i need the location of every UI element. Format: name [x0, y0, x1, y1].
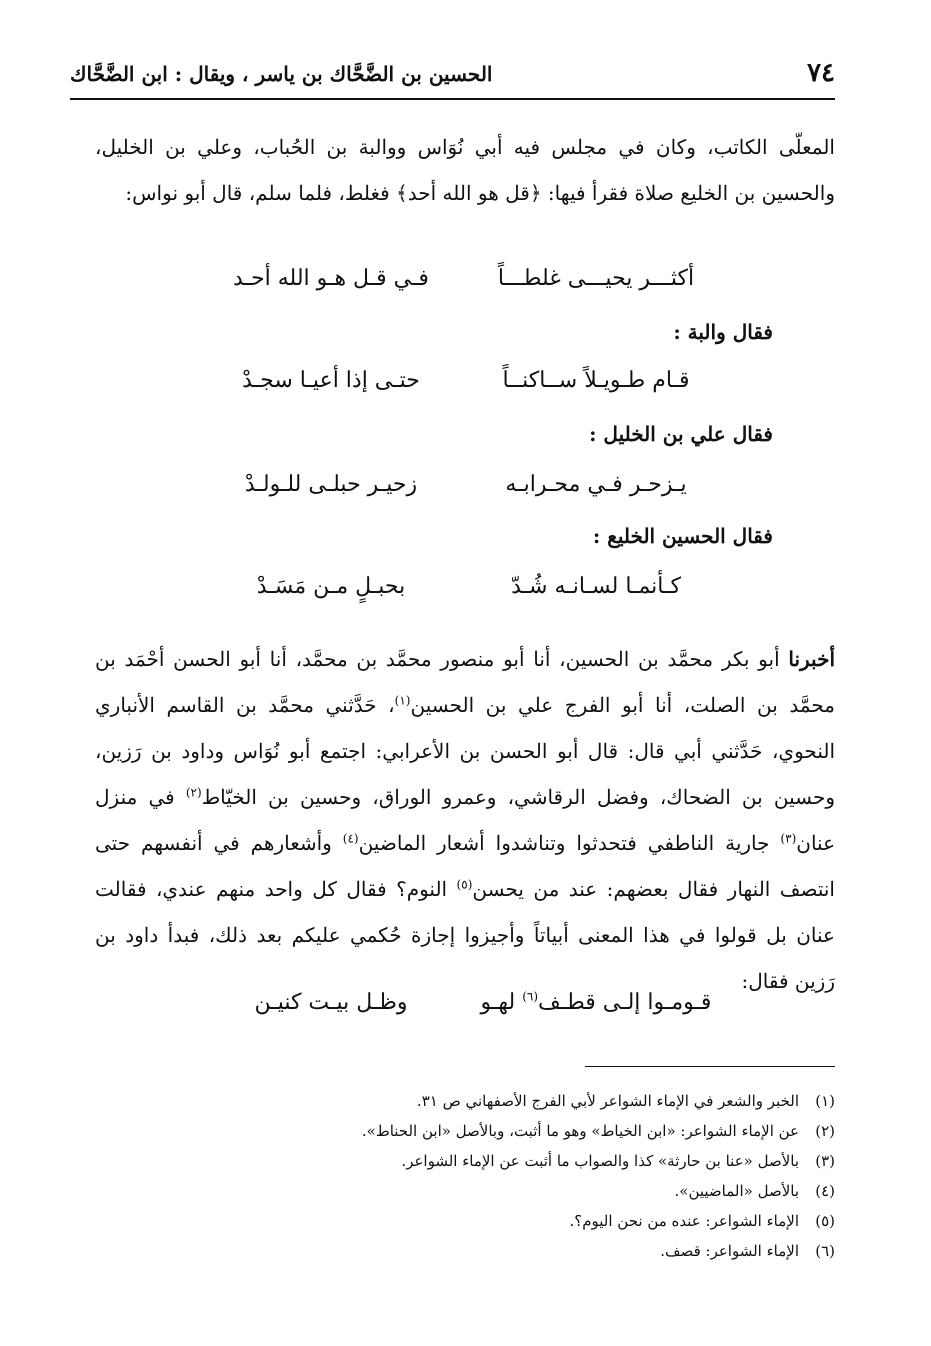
verse-second-hemistich: وظـل بيـت كنيـن: [254, 990, 408, 1015]
narration-lead: أخبرنا: [788, 647, 835, 671]
footnote-number: (٥): [815, 1212, 835, 1230]
footnote-number: (١): [815, 1092, 835, 1110]
narration-text: وأشعارهم في أنفسهم حتى انتصف النهار فقال بعضهم: عند من يحسن: [95, 831, 835, 901]
verse-first-hemistich: [471, 990, 721, 1015]
speaker-label: فقال والبة :: [673, 320, 773, 344]
verse-first-hemistich: كـأنمـا لسـانـه شُـدّ: [511, 574, 681, 599]
footnote-number: (٣): [815, 1152, 835, 1170]
footnote-text: الخبر والشعر في الإماء الشواعر لأبي الفرج الأصفهاني ص ٣١.: [416, 1092, 799, 1110]
verse-line: [101, 266, 721, 310]
verse-first-hemistich: يـزحـر فـي محـرابـه: [505, 472, 687, 497]
verse-second-hemistich: فـي قـل هـو الله أحـد: [233, 266, 429, 291]
speaker-label: فقال الحسين الخليع :: [592, 524, 773, 548]
page-number: ٧٤: [807, 58, 835, 88]
speaker-label: فقال علي بن الخليل :: [589, 422, 773, 446]
footnote-item: [95, 1086, 835, 1116]
footnote-item: [95, 1206, 835, 1236]
footnote-item: [95, 1116, 835, 1146]
footnote-number: (٦): [815, 1242, 835, 1260]
footnote-text: الإماء الشواعر: قصف.: [660, 1242, 799, 1260]
footnote-text: الإماء الشواعر: عنده من نحن اليوم؟.: [569, 1212, 799, 1230]
footnote-ref[interactable]: (٥): [456, 877, 473, 892]
verse-first-hemistich: قـام طـويـلاً ســاكنــاً: [502, 368, 690, 393]
verse-text: قـومـوا إلـى قطـف: [538, 990, 712, 1015]
footnote-ref[interactable]: (٤): [342, 831, 359, 846]
footnote-text: بالأصل «عنا بن حارثة» كذا والصواب ما أثبت عن الإماء الشواعر.: [401, 1152, 799, 1170]
narration-text: أبو بكر محمَّد بن الحسين، أنا أبو منصور محمَّد بن محمَّد، أنا أبو الحسن أحْمَد بن محمَّد بن الصلت، أنا أبو الفرج علي بن الحسين: [95, 647, 835, 717]
footnote-separator: [585, 1066, 835, 1067]
narration-text: النوم؟ فقال كل واحد منهم عندي، فقالت عنان بل قولوا في هذا المعنى أبياتاً وأجيزوا إجازة حُكمي عليكم بعد ذلك، فبدأ داود بن رَزين فقال:: [95, 877, 835, 993]
verse-line: [101, 990, 721, 1034]
verse-text: لهـو: [480, 990, 523, 1015]
footnote-ref[interactable]: (٢): [185, 785, 202, 800]
running-title: الحسين بن الضَّحَّاك بن ياسر ، ويقال : ابن الضَّحَّاك: [70, 62, 493, 86]
footnote-number: (٢): [815, 1122, 835, 1140]
paragraph-opening: المعلّى الكاتب، وكان في مجلس فيه أبي نُوَاس ووالبة بن الحُباب، وعلي بن الخليل، والحسين بن الخليع صلاة فقرأ فيها: ﴿قل هو الله أحد﴾ فغلط، فلما سلم، قال أبو نواس:: [95, 135, 835, 205]
footnote-item: [95, 1236, 835, 1266]
verse-second-hemistich: حتـى إذا أعيـا سجـدْ: [242, 368, 420, 393]
footnote-ref[interactable]: (١): [394, 693, 411, 708]
footnote-ref[interactable]: (٣): [780, 831, 797, 846]
footnote-ref[interactable]: (٦): [522, 989, 539, 1004]
footnote-text: عن الإماء الشواعر: «ابن الخياط» وهو ما أثبت، وبالأصل «ابن الحناط».: [361, 1122, 799, 1140]
footnote-number: (٤): [815, 1182, 835, 1200]
narration-text: جارية الناطفي فتحدثوا وتناشدوا أشعار الماضين: [358, 831, 781, 855]
footnote-item: [95, 1146, 835, 1176]
footnote-item: [95, 1176, 835, 1206]
narration-text: في منزل عنان: [95, 785, 835, 855]
verse-second-hemistich: بحبـلٍ مـن مَسَـدْ: [256, 574, 406, 599]
verse-line: [101, 574, 721, 618]
verse-second-hemistich: زحيـر حبلـى للـولـدْ: [244, 472, 418, 497]
header-rule: [70, 98, 835, 100]
running-header: [70, 56, 835, 94]
paragraph-narration: [95, 636, 835, 1004]
verse-line: [101, 472, 721, 516]
footnotes: [95, 1086, 835, 1266]
narration-text: ، حَدَّثني محمَّد بن القاسم الأنباري النحوي، حَدَّثني أبي قال: قال أبو الحسن بن الأعرابي: اجتمع أبو نُوَاس وداود بن رَزين، وحسين بن الضحاك، وفضل الرقاشي، وعمرو الوراق، وحسين بن الخيّاط: [95, 693, 835, 809]
verse-line: [101, 368, 721, 412]
footnote-text: بالأصل «الماضيين».: [674, 1182, 799, 1200]
verse-first-hemistich: أكثـــر يحيـــى غلطـــاً: [497, 266, 695, 291]
